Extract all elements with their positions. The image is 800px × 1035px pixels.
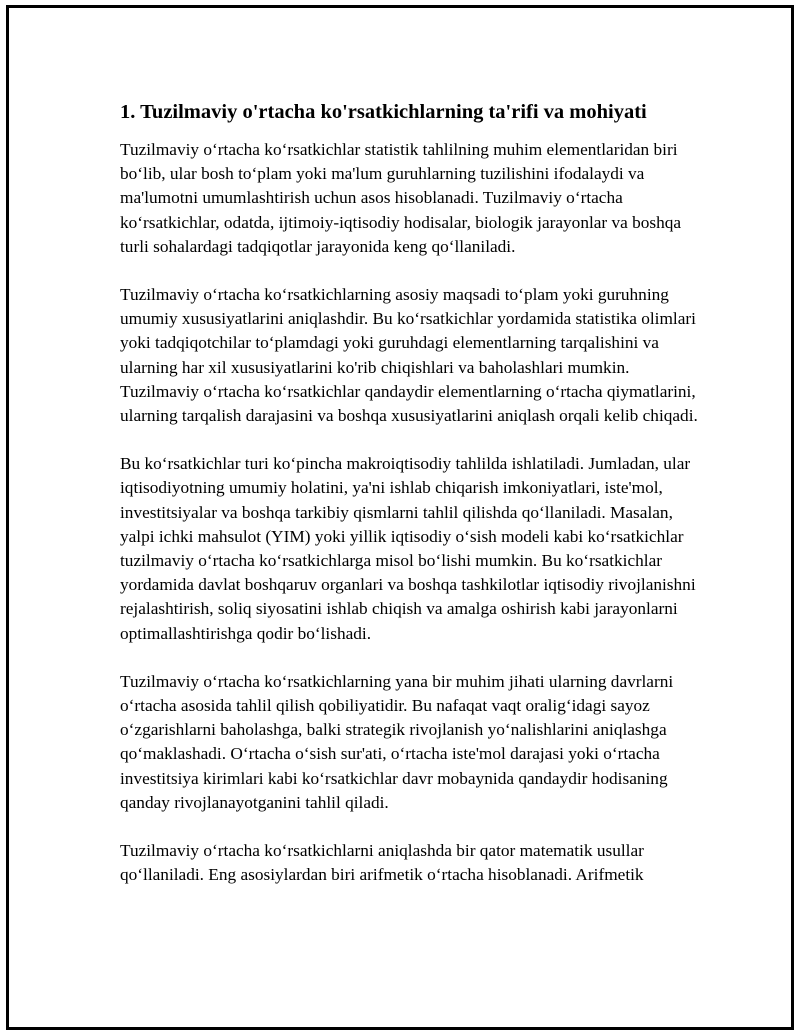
paragraph-2: Tuzilmaviy o‘rtacha ko‘rsatkichlarning asosiy maqsadi to‘plam yoki guruhning umumiy xususiyatlarini aniqlashdir. Bu ko‘rsatkichlar yordamida statistika olimlari yoki tadqiqotchilar to‘plamdagi yoki guruhdagi elementlarning tarqalishini va ularning har xil xususiyatlarini ko'rib chiqishlari va baholashlari mumkin. Tuzilmaviy o‘rtacha ko‘rsatkichlar qandaydir elementlarning o‘rtacha qiymatlarini, ularning tarqalish darajasini va boshqa xususiyatlarini aniqlash orqali kelib chiqadi. xyxy=(120,285,698,426)
paragraph-4: Tuzilmaviy o‘rtacha ko‘rsatkichlarning yana bir muhim jihati ularning davrlarni o‘rtacha asosida tahlil qilish qobiliyatidir. Bu nafaqat vaqt oralig‘idagi sayoz o‘zgarishlarni baholashga, balki strategik rivojlanish yo‘nalishlarini aniqlashga qo‘maklashadi. O‘rtacha o‘sish sur'ati, o‘rtacha iste'mol darajasi yoki o‘rtacha investitsiya kirimlari kabi ko‘rsatkichlar davr mobaynida qandaydir hodisaning qanday rivojlanayotganini tahlil qiladi. xyxy=(120,671,674,812)
section-heading: 1. Tuzilmaviy o'rtacha ko'rsatkichlarning ta'rifi va mohiyati xyxy=(120,101,647,123)
paragraph-1: Tuzilmaviy o‘rtacha ko‘rsatkichlar statistik tahlilning muhim elementlaridan biri bo‘lib, ular bosh to‘plam yoki ma'lum guruhlarning tuzilishini ifodalaydi va ma'lumotni umumlashtirish uchun asos hisoblanadi. Tuzilmaviy o‘rtacha ko‘rsatkichlar, odatda, ijtimoiy-iqtisodiy hodisalar, biologik jarayonlar va boshqa turli sohalardagi tadqiqotlar jarayonida keng qo‘llaniladi. xyxy=(120,140,682,256)
paragraph-3: Bu ko‘rsatkichlar turi ko‘pincha makroiqtisodiy tahlilda ishlatiladi. Jumladan, ular iqtisodiyotning umumiy holatini, ya'ni ishlab chiqarish imkoniyatlari, iste'mol, investitsiyalar va boshqa tarkibiy qismlarni tahlil qilishda qo‘llaniladi. Masalan, yalpi ichki mahsulot (YIM) yoki yillik iqtisodiy o‘sish modeli kabi ko‘rsatkichlar tuzilmaviy o‘rtacha ko‘rsatkichlarga misol bo‘lishi mumkin. Bu ko‘rsatkichlar yordamida davlat boshqaruv organlari va boshqa tashkilotlar iqtisodiy rivojlanishni rejalashtirish, soliq siyosatini ishlab chiqish va amalga oshirish kabi jarayonlarni optimallashtirishga qodir bo‘lishadi. xyxy=(120,454,696,643)
paragraph-5: Tuzilmaviy o‘rtacha ko‘rsatkichlarni aniqlashda bir qator matematik usullar qo‘llaniladi. Eng asosiylardan biri arifmetik o‘rtacha hisoblanadi. Arifmetik xyxy=(120,841,644,885)
page-frame xyxy=(6,5,794,1030)
document-body xyxy=(120,98,700,911)
